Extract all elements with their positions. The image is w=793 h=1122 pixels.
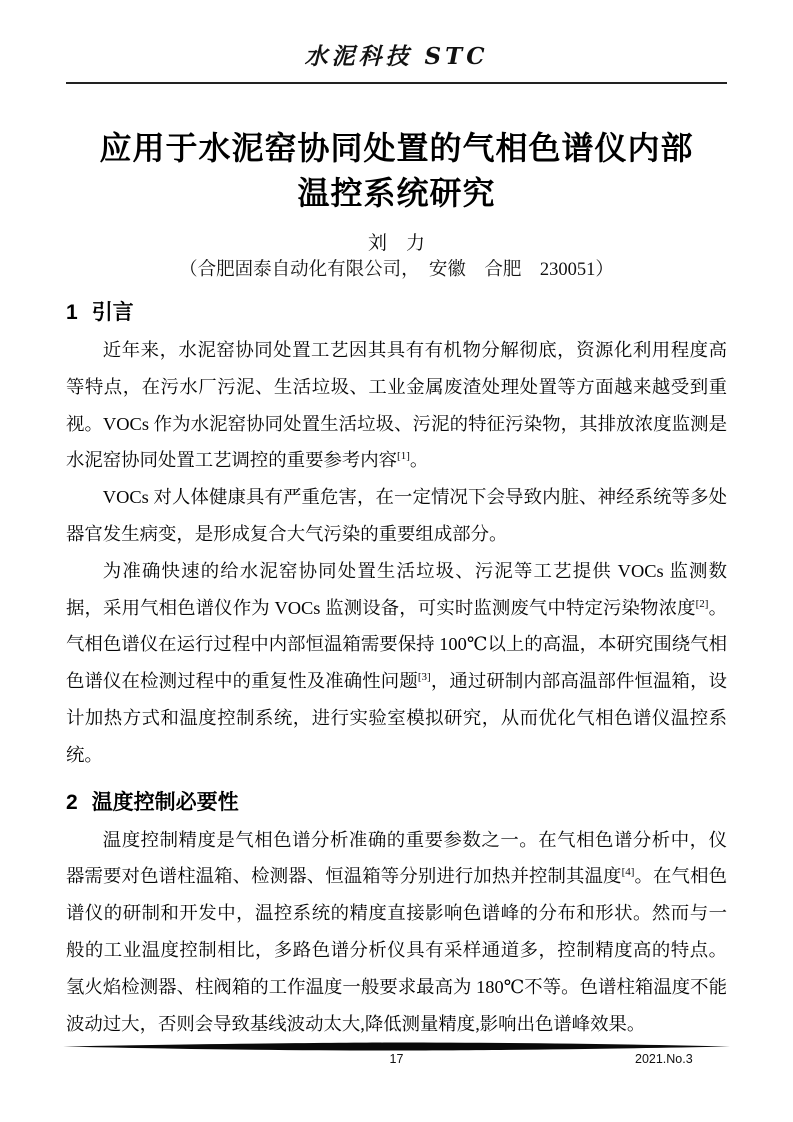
journal-header xyxy=(66,0,727,84)
section-number: 2 xyxy=(66,790,78,814)
paper-content xyxy=(66,126,727,1042)
section-title: 温度控制必要性 xyxy=(91,790,239,814)
author-name: 刘 力 xyxy=(367,233,425,254)
author-affiliation: （合肥固泰自动化有限公司， 安徽 合肥 230051） xyxy=(179,260,614,280)
header-rule xyxy=(66,82,727,84)
paper-title-line2: 温控系统研究 xyxy=(297,175,496,211)
paragraph: VOCs 对人体健康具有严重危害，在一定情况下会导致内脏、神经系统等多处器官发生病变，是形成复合大气污染的重要组成部分。 xyxy=(66,487,727,544)
issue-number: 2021.No.3 xyxy=(635,1052,693,1066)
section-heading-2 xyxy=(66,788,727,818)
footer-meta xyxy=(63,1052,730,1072)
journal-name: 水泥科技 STC xyxy=(304,43,489,70)
section-number: 1 xyxy=(66,301,78,324)
paragraph: 温度控制精度是气相色谱分析准确的重要参数之一。在气相色谱分析中，仪器需要对色谱柱温箱、检测器、恒温箱等分别进行加热并控制其温度[4]。在气相色谱仪的研制和开发中，温控系统的精度直接影响色谱峰的分布和形状。然而与一般的工业温度控制相比，多路色谱分析仪具有采样通道多，控制精度高的特点。氢火焰检测器、柱阀箱的工作温度一般要求最高为 180℃不等。色谱柱箱温度不能波动过大，否则会导致基线波动太大,降低测量精度,影响出色谱峰效果。 xyxy=(66,829,727,1034)
footer-rule xyxy=(63,1042,730,1051)
paper-title-line1: 应用于水泥窑协同处置的气相色谱仪内部 xyxy=(99,130,694,166)
section-title: 引言 xyxy=(91,301,134,324)
page-number: 17 xyxy=(389,1052,404,1066)
section-heading-1 xyxy=(66,298,727,328)
paragraph: 近年来，水泥窑协同处置工艺因其具有有机物分解彻底，资源化利用程度高等特点，在污水厂污泥、生活垃圾、工业金属废渣处理处置等方面越来越受到重视。VOCs 作为水泥窑协同处置生活垃圾、污泥的特征污染物，其排放浓度监测是水泥窑协同处置工艺调控的重要参考内容[1]。 xyxy=(66,340,727,471)
page-footer xyxy=(63,1042,730,1122)
paragraph: 为准确快速的给水泥窑协同处置生活垃圾、污泥等工艺提供 VOCs 监测数据，采用气相色谱仪作为 VOCs 监测设备，可实时监测废气中特定污染物浓度[2]。气相色谱仪在运行过程中内部恒温箱需要保持 100℃以上的高温，本研究围绕气相色谱仪在检测过程中的重复性及准确性问题[3]，通过研制内部高温部件恒温箱，设计加热方式和温度控制系统，进行实验室模拟研究，从而优化气相色谱仪温控系统。 xyxy=(66,560,727,765)
paper-title xyxy=(66,126,727,216)
